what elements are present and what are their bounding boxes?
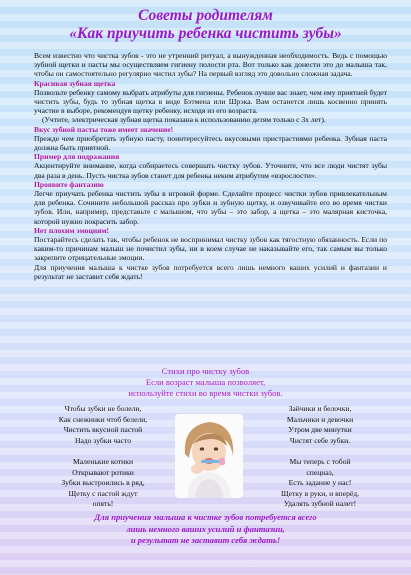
closing-paragraph: Для приучения малыша к чистке зубов потребуется всего лишь немного ваших усилий и фантазии и результат не заставит себя ждать! — [34, 262, 387, 281]
footer-note — [20, 512, 391, 547]
intro-paragraph: Всем известно что чистка зубов - это не утренний ритуал, а вынужденная необходимость. Ведь с помощью зубной щетки и пасты мы осуществляем гигиену полости рта. Вот только как донести это до малыша так, чтобы он самостоятельно регулярно чистил зубы? На первый взгляд это довольно сложная задача. — [34, 51, 387, 79]
verse-line: Надо зубки часто — [74, 435, 132, 445]
poem-subtitle: используйте стихи во время чистки зубов. — [128, 388, 283, 398]
verse-line: Утром две минутки — [288, 425, 352, 434]
verse-line: Чтобы зубки не болели, — [64, 404, 142, 413]
section-note: (Учтите, электрическая зубная щетка показана к использованию детям только с 3х лет). — [42, 115, 326, 125]
footer-line: Для приучения малыша к чистке зубов потребуется всего — [94, 512, 317, 522]
section-text: Легче приучать ребенка чистить зубы в игровой форме. Сделайте процесс чистки зубов привлекательным для ребенка. Сочините небольшой рассказ про зубки и зубную щетку, и озвучивайте его во время чистки зубов. Или, например, представьте с малышом, что зубы – это забор, а щетка – это малярная кисточка, которой нужно покрасить забор. — [34, 189, 387, 226]
poem-subtitle: Если возраст малыша позволяет, — [145, 377, 266, 387]
verse-line: Открывают ротики — [72, 467, 134, 477]
verse-line: Мальчики и девочки — [286, 414, 354, 424]
verse-line: Щетку в руки, и вперёд, — [280, 488, 360, 498]
verse-line: Чистят себе зубки. — [289, 435, 351, 445]
verse-line: Есть задание у нас! — [288, 478, 352, 487]
verse-line: Зайчики и белочки, — [288, 404, 352, 413]
verse-line: Маленькие котики — [72, 457, 134, 466]
child-illustration — [175, 414, 243, 498]
section-heading: Красивая зубная щетка — [34, 78, 116, 88]
section-heading: Проявите фантазию — [34, 179, 104, 189]
verse-line: Удалять зубной налет! — [283, 499, 357, 508]
verse-line: Чистить вкусной пастой — [63, 425, 143, 434]
verse-line: спецназ, — [306, 467, 334, 477]
section-heading: Пример для подражания — [34, 152, 120, 162]
section-text: Акцентируйте внимание, когда собираетесь совершать чистку зубов. Уточните, что все люди чистят зубы два раза в день. Пусть чистка зубов станет для ребенка неким атрибутом «взрослости». — [34, 161, 387, 180]
verse-line: Мы теперь с тобой — [289, 457, 351, 466]
verse-line: Как снежинки чтоб белели, — [58, 414, 148, 424]
child-brushing-teeth-photo — [175, 414, 243, 498]
section-heading: Нет плохим эмоциям! — [34, 225, 110, 235]
section-text: Прежде чем приобретать зубную пасту, поинтересуйтесь вкусовыми пристрастиями ребенка. Зубная паста должна быть приятной. — [34, 133, 387, 153]
verse-line: Щетку с пастой ждут — [68, 488, 138, 498]
poem-verse — [38, 457, 168, 510]
section-text: Позвольте ребенку самому выбрать атрибуты для гигиены. Ребенок лучше вас знает, чем ему приятней будет чистить зубы, будь то зубная щетка в виде Бэтмена или Шрэка. Вам останется лишь косвенно принять участие в выборе, рекомендуя щетку ребенку, исходя из его возраста. — [34, 87, 387, 116]
poem-verse — [255, 404, 385, 446]
footer-line: и результат не заставит себя ждать! — [130, 535, 281, 545]
poem-title: Стихи про чистку зубов — [161, 366, 250, 376]
footer-line: лишь немного ваших усилий и фантазии, — [126, 523, 285, 534]
verse-line: опять! — [92, 499, 114, 508]
poem-verse — [255, 457, 385, 510]
advice-body — [34, 51, 387, 281]
page-title: Советы родителям — [138, 7, 273, 24]
poem-verse — [38, 404, 168, 446]
page-subtitle: «Как приучить ребенка чистить зубы» — [69, 25, 342, 42]
section-heading: Вкус зубной пасты тоже имеет значение! — [34, 124, 174, 134]
verse-line: Зубки выстроились в ряд, — [61, 478, 145, 487]
section-text: Постарайтесь сделать так, чтобы ребенок не воспринимал чистку зубов как тягостную обязанность. Если по каким-то причинам малыш не почистил зубы, ни в коем случае не наказывайте его, так самым вы только закрепите отрицательные эмоции. — [34, 235, 387, 263]
